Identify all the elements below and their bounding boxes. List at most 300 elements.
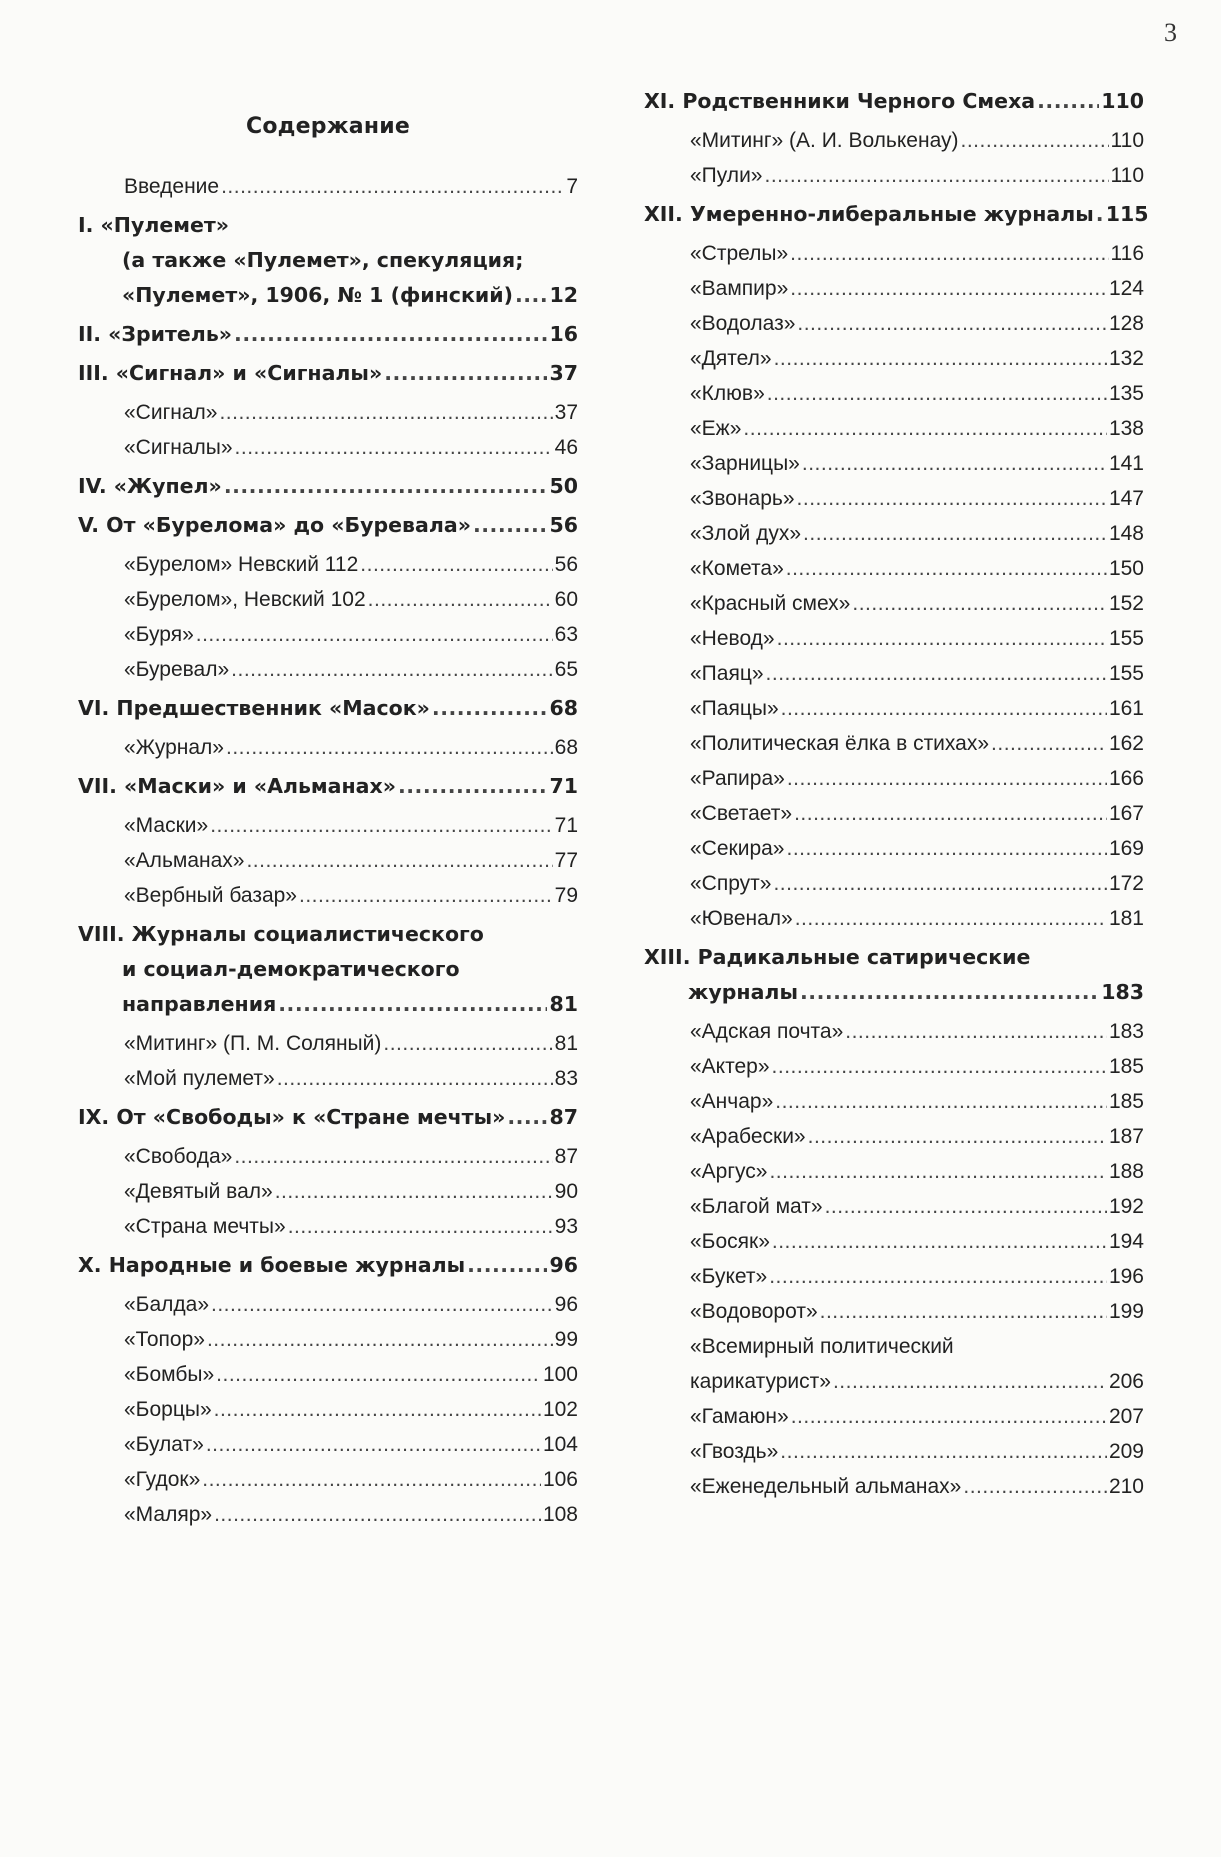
toc-entry-title-line: XIII. Радикальные сатирические — [644, 945, 1031, 969]
toc-entry-sub[interactable] — [644, 376, 1144, 411]
toc-entry-page: 56 — [554, 553, 578, 576]
toc-leader-dots — [210, 808, 552, 843]
toc-leader-dots — [234, 1139, 552, 1174]
toc-entry-title: «Бурелом», Невский 102 — [124, 588, 366, 611]
toc-entry-sub[interactable] — [644, 726, 1144, 761]
toc-entry-page: 124 — [1108, 277, 1144, 300]
toc-entry-chapter-multi[interactable] — [644, 940, 1144, 1010]
toc-entry-title-line: (а также «Пулемет», спекуляция; — [122, 248, 524, 272]
toc-entry-page: 106 — [542, 1468, 578, 1491]
toc-entry-title: «Маляр» — [124, 1503, 213, 1526]
toc-leader-dots — [196, 617, 553, 652]
toc-leader-dots — [791, 1399, 1107, 1434]
toc-entry-sub[interactable] — [78, 1322, 578, 1357]
toc-entry-sub[interactable] — [78, 1462, 578, 1497]
toc-entry-page: 116 — [1110, 242, 1144, 265]
toc-entry-page: 50 — [549, 474, 578, 498]
toc-entry-title: «Буря» — [124, 623, 194, 646]
toc-entry-page: 199 — [1108, 1300, 1144, 1323]
toc-entry-page: 183 — [1101, 980, 1144, 1004]
toc-entry-title: «Балда» — [124, 1293, 210, 1316]
toc-entry-sub[interactable] — [78, 1061, 578, 1096]
toc-entry-chapter[interactable] — [78, 691, 578, 726]
toc-entry-chapter[interactable] — [78, 356, 578, 391]
toc-leader-dots — [221, 169, 564, 204]
toc-leader-dots — [206, 1427, 541, 1462]
toc-entry-chapter-multi[interactable] — [78, 917, 578, 1022]
toc-entry-title: «Арабески» — [690, 1125, 806, 1148]
toc-entry-chapter[interactable] — [78, 508, 578, 543]
toc-entry-sub[interactable] — [644, 1119, 1144, 1154]
toc-entry-title: «Водоворот» — [690, 1300, 818, 1323]
toc-entry-sub[interactable] — [644, 551, 1144, 586]
toc-entry-title: «Босяк» — [690, 1230, 770, 1253]
toc-entry-sub[interactable] — [644, 158, 1144, 193]
toc-entry-page: 37 — [549, 361, 578, 385]
toc-entry-page: 102 — [542, 1398, 578, 1421]
toc-entry-page: 56 — [549, 513, 578, 537]
toc-entry-page: 46 — [554, 436, 578, 459]
toc-entry-sub[interactable] — [644, 1469, 1144, 1504]
toc-entry-sub[interactable] — [644, 481, 1144, 516]
toc-entry-sub[interactable] — [644, 1084, 1144, 1119]
toc-leader-dots — [773, 866, 1106, 901]
toc-entry-title: «Красный смех» — [690, 592, 851, 615]
toc-entry-intro[interactable] — [78, 169, 578, 204]
toc-entry-title: III. «Сигнал» и «Сигналы» — [78, 361, 383, 385]
toc-right-list — [644, 84, 1149, 1504]
toc-entry-sub[interactable] — [644, 866, 1144, 901]
toc-leader-dots — [820, 1294, 1107, 1329]
toc-entry-title: «Еж» — [690, 417, 742, 440]
toc-entry-page: 138 — [1108, 417, 1144, 440]
toc-entry-title: «Пули» — [690, 164, 763, 187]
toc-leader-dots — [299, 878, 553, 913]
toc-entry-page: 81 — [549, 992, 578, 1016]
toc-entry-page: 187 — [1108, 1125, 1144, 1148]
toc-entry-title: «Светает» — [690, 802, 793, 825]
toc-leader-dots — [963, 1469, 1107, 1504]
toc-entry-page: 7 — [566, 175, 578, 198]
toc-entry-title: «Маски» — [124, 814, 209, 837]
toc-entry-title: «Водолаз» — [690, 312, 796, 335]
toc-entry-last-line — [78, 987, 578, 1022]
toc-entry-title-line: VIII. Журналы социалистического — [78, 922, 484, 946]
toc-entry-page: 104 — [542, 1433, 578, 1456]
toc-entry-title: «Бомбы» — [124, 1363, 215, 1386]
toc-leader-dots — [1037, 84, 1099, 119]
toc-entry-title: «Вампир» — [690, 277, 789, 300]
toc-leader-dots — [775, 1084, 1107, 1119]
toc-leader-dots — [786, 551, 1107, 586]
toc-entry-page: 79 — [554, 884, 578, 907]
toc-leader-dots — [774, 341, 1107, 376]
toc-entry-sub[interactable] — [78, 1174, 578, 1209]
toc-leader-dots — [383, 1026, 552, 1061]
toc-entry-title: «Рапира» — [690, 767, 785, 790]
toc-entry-page: 166 — [1108, 767, 1144, 790]
toc-entry-page: 87 — [549, 1105, 578, 1129]
toc-entry-page: 16 — [549, 322, 578, 346]
toc-entry-sub[interactable] — [644, 761, 1144, 796]
toc-leader-dots — [743, 411, 1107, 446]
toc-entry-page: 77 — [554, 849, 578, 872]
toc-entry-sub[interactable] — [78, 1497, 578, 1532]
toc-entry-sub[interactable] — [644, 796, 1144, 831]
toc-entry-sub[interactable] — [644, 271, 1144, 306]
toc-entry-sub[interactable] — [644, 1189, 1144, 1224]
toc-entry-page: 181 — [1108, 907, 1144, 930]
toc-entry-title: «Митинг» (П. М. Соляный) — [124, 1032, 382, 1055]
toc-entry-page: 96 — [554, 1293, 578, 1316]
toc-entry-page: 147 — [1108, 487, 1144, 510]
toc-entry-page: 169 — [1108, 837, 1144, 860]
toc-leader-dots — [368, 582, 553, 617]
toc-leader-dots — [769, 1259, 1107, 1294]
toc-leader-dots — [214, 1392, 541, 1427]
toc-entry-sub[interactable] — [644, 1399, 1144, 1434]
toc-leader-dots — [991, 726, 1107, 761]
toc-entry-sub[interactable] — [78, 1392, 578, 1427]
toc-entry-title: «Зарницы» — [690, 452, 800, 475]
page-number: 3 — [1164, 18, 1177, 47]
toc-leader-dots — [515, 278, 547, 313]
toc-leader-dots — [769, 1154, 1106, 1189]
toc-entry-title: II. «Зритель» — [78, 322, 233, 346]
toc-entry-title: «Комета» — [690, 557, 784, 580]
toc-entry-title: «Букет» — [690, 1265, 768, 1288]
toc-leader-dots — [790, 236, 1108, 271]
toc-entry-title: «Аргус» — [690, 1160, 768, 1183]
toc-entry-title: «Стрелы» — [690, 242, 789, 265]
toc-leader-dots — [802, 446, 1107, 481]
toc-entry-sub[interactable] — [644, 586, 1144, 621]
toc-leader-dots — [766, 656, 1107, 691]
toc-entry-title: «Гвоздь» — [690, 1440, 779, 1463]
toc-entry-sub[interactable] — [78, 617, 578, 652]
toc-entry-sub[interactable] — [78, 1209, 578, 1244]
toc-entry-sub-multi[interactable] — [644, 1329, 1144, 1399]
toc-leader-dots — [845, 1014, 1107, 1049]
toc-leader-dots — [360, 547, 552, 582]
toc-leader-dots — [833, 1364, 1107, 1399]
toc-entry-page: 188 — [1108, 1160, 1144, 1183]
toc-entry-sub[interactable] — [644, 831, 1144, 866]
toc-leader-dots — [384, 356, 547, 391]
toc-leader-dots — [797, 306, 1107, 341]
toc-leader-dots — [275, 1174, 553, 1209]
toc-leader-dots — [800, 975, 1099, 1010]
toc-leader-dots — [219, 395, 552, 430]
toc-entry-title: XI. Родственники Черного Смеха — [644, 89, 1036, 113]
toc-entry-page: 207 — [1108, 1405, 1144, 1428]
toc-entry-page: 206 — [1108, 1370, 1144, 1393]
toc-entry-title: «Политическая ёлка в стихах» — [690, 732, 990, 755]
toc-leader-dots — [780, 1434, 1107, 1469]
toc-entry-page: 192 — [1108, 1195, 1144, 1218]
toc-entry-sub[interactable] — [644, 1224, 1144, 1259]
toc-leader-dots — [202, 1462, 541, 1497]
toc-entry-last-line — [644, 975, 1144, 1010]
toc-entry-sub[interactable] — [644, 1434, 1144, 1469]
toc-leader-dots — [216, 1357, 541, 1392]
toc-leader-dots — [852, 586, 1107, 621]
toc-right-column — [644, 80, 1149, 1504]
toc-leader-dots — [795, 901, 1107, 936]
toc-entry-title: «Борцы» — [124, 1398, 212, 1421]
toc-leader-dots — [231, 652, 552, 687]
toc-entry-page: 152 — [1108, 592, 1144, 615]
toc-leader-dots — [786, 831, 1106, 866]
toc-entry-page: 161 — [1108, 697, 1144, 720]
toc-entry-page: 37 — [554, 401, 578, 424]
toc-entry-page: 71 — [554, 814, 578, 837]
toc-entry-page: 210 — [1108, 1475, 1144, 1498]
toc-entry-page: 60 — [554, 588, 578, 611]
toc-entry-title: «Анчар» — [690, 1090, 774, 1113]
toc-entry-page: 115 — [1105, 202, 1149, 226]
toc-entry-page: 81 — [554, 1032, 578, 1055]
toc-entry-sub[interactable] — [644, 656, 1144, 691]
toc-entry-chapter[interactable] — [78, 769, 578, 804]
toc-left-list — [78, 169, 578, 1532]
toc-leader-dots — [467, 1248, 547, 1283]
toc-entry-sub[interactable] — [78, 547, 578, 582]
toc-entry-sub[interactable] — [78, 652, 578, 687]
toc-leader-dots — [803, 516, 1107, 551]
toc-entry-page: 99 — [554, 1328, 578, 1351]
toc-leader-dots — [211, 1287, 553, 1322]
toc-entry-page: 162 — [1108, 732, 1144, 755]
toc-entry-title-line: журналы — [688, 980, 798, 1004]
toc-entry-title: «Благой мат» — [690, 1195, 823, 1218]
toc-entry-sub[interactable] — [78, 808, 578, 843]
toc-entry-title: «Девятый вал» — [124, 1180, 273, 1203]
toc-leader-dots — [226, 730, 553, 765]
toc-entry-page: 155 — [1108, 627, 1144, 650]
toc-entry-title: «Сигнал» — [124, 401, 218, 424]
toc-entry-page: 196 — [1108, 1265, 1144, 1288]
toc-leader-dots — [767, 376, 1107, 411]
toc-title: Содержание — [246, 114, 410, 139]
toc-entry-chapter[interactable] — [78, 317, 578, 352]
toc-leader-dots — [507, 1100, 547, 1135]
toc-entry-chapter[interactable] — [78, 469, 578, 504]
toc-entry-title-line: I. «Пулемет» — [78, 213, 230, 237]
toc-leader-dots — [781, 691, 1107, 726]
toc-entry-chapter[interactable] — [78, 1100, 578, 1135]
toc-entry-sub[interactable] — [78, 1139, 578, 1174]
toc-entry-page: 150 — [1108, 557, 1144, 580]
toc-entry-sub[interactable] — [644, 516, 1144, 551]
toc-entry-title: «Гамаюн» — [690, 1405, 789, 1428]
toc-entry-page: 155 — [1108, 662, 1144, 685]
toc-entry-sub[interactable] — [644, 236, 1144, 271]
toc-entry-title: «Журнал» — [124, 736, 224, 759]
toc-entry-page: 68 — [549, 696, 578, 720]
toc-entry-title: «Невод» — [690, 627, 775, 650]
toc-entry-title: «Буревал» — [124, 658, 230, 681]
toc-entry-last-line — [690, 1364, 1144, 1399]
toc-leader-dots — [1096, 197, 1104, 232]
toc-entry-sub[interactable] — [78, 395, 578, 430]
toc-leader-dots — [246, 843, 552, 878]
toc-entry-title: «Дятел» — [690, 347, 772, 370]
toc-entry-title: IX. От «Свободы» к «Стране мечты» — [78, 1105, 506, 1129]
toc-leader-dots — [277, 1061, 553, 1096]
toc-leader-dots — [825, 1189, 1107, 1224]
toc-leader-dots — [473, 508, 548, 543]
toc-entry-page: 71 — [549, 774, 578, 798]
toc-entry-title: «Мой пулемет» — [124, 1067, 275, 1090]
toc-entry-title-line: направления — [122, 992, 277, 1016]
toc-entry-title: VII. «Маски» и «Альманах» — [78, 774, 396, 798]
toc-entry-chapter[interactable] — [78, 1248, 578, 1283]
toc-entry-title: «Альманах» — [124, 849, 245, 872]
toc-leader-dots — [772, 1224, 1107, 1259]
toc-entry-sub[interactable] — [78, 730, 578, 765]
toc-entry-title: Введение — [124, 175, 220, 198]
toc-entry-page: 128 — [1108, 312, 1144, 335]
toc-entry-title: «Клюв» — [690, 382, 765, 405]
toc-leader-dots — [398, 769, 547, 804]
toc-leader-dots — [777, 621, 1107, 656]
toc-entry-sub[interactable] — [644, 691, 1144, 726]
toc-entry-chapter[interactable] — [644, 197, 1149, 232]
toc-entry-sub[interactable] — [644, 446, 1144, 481]
toc-entry-title: «Еженедельный альманах» — [690, 1475, 962, 1498]
toc-entry-page: 172 — [1108, 872, 1144, 895]
toc-entry-page: 90 — [554, 1180, 578, 1203]
toc-entry-sub[interactable] — [644, 621, 1144, 656]
toc-entry-title: «Ювенал» — [690, 907, 793, 930]
toc-entry-page: 108 — [542, 1503, 578, 1526]
toc-entry-title: «Булат» — [124, 1433, 204, 1456]
toc-entry-title-line: «Всемирный политический — [690, 1335, 954, 1358]
toc-leader-dots — [224, 469, 548, 504]
toc-entry-sub[interactable] — [78, 1427, 578, 1462]
toc-entry-last-line — [78, 278, 578, 313]
toc-leader-dots — [772, 1049, 1107, 1084]
toc-entry-title-line: «Пулемет», 1906, № 1 (финский) — [122, 283, 513, 307]
toc-entry-title: «Паяц» — [690, 662, 764, 685]
toc-entry-page: 63 — [554, 623, 578, 646]
toc-entry-title: VI. Предшественник «Масок» — [78, 696, 430, 720]
toc-entry-title: «Спрут» — [690, 872, 772, 895]
toc-entry-sub[interactable] — [78, 430, 578, 465]
toc-entry-sub[interactable] — [78, 1287, 578, 1322]
toc-entry-title: «Злой дух» — [690, 522, 802, 545]
toc-entry-sub[interactable] — [644, 1154, 1144, 1189]
toc-entry-page: 167 — [1108, 802, 1144, 825]
toc-entry-page: 148 — [1108, 522, 1144, 545]
toc-entry-title: «Бурелом» Невский 112 — [124, 553, 359, 576]
toc-entry-title: X. Народные и боевые журналы — [78, 1253, 466, 1277]
toc-entry-title-line: и социал-демократического — [122, 957, 460, 981]
toc-entry-title: «Звонарь» — [690, 487, 795, 510]
toc-entry-chapter[interactable] — [644, 84, 1144, 119]
toc-leader-dots — [787, 761, 1107, 796]
toc-entry-page: 68 — [554, 736, 578, 759]
toc-leader-dots — [432, 691, 548, 726]
toc-entry-sub[interactable] — [644, 1014, 1144, 1049]
toc-entry-sub[interactable] — [78, 1357, 578, 1392]
toc-entry-title: IV. «Жупел» — [78, 474, 222, 498]
toc-entry-page: 110 — [1101, 89, 1144, 113]
toc-leader-dots — [764, 158, 1108, 193]
toc-entry-title-line: карикатурист» — [690, 1370, 831, 1393]
toc-entry-page: 135 — [1108, 382, 1144, 405]
toc-leader-dots — [278, 987, 547, 1022]
toc-entry-page: 12 — [549, 283, 578, 307]
toc-entry-title: «Страна мечты» — [124, 1215, 286, 1238]
toc-entry-sub[interactable] — [644, 411, 1144, 446]
toc-leader-dots — [790, 271, 1107, 306]
toc-entry-page: 83 — [554, 1067, 578, 1090]
toc-entry-sub[interactable] — [78, 582, 578, 617]
toc-entry-title: «Свобода» — [124, 1145, 233, 1168]
toc-entry-title: «Гудок» — [124, 1468, 201, 1491]
toc-entry-page: 185 — [1108, 1090, 1144, 1113]
toc-entry-page: 132 — [1108, 347, 1144, 370]
toc-entry-sub[interactable] — [78, 878, 578, 913]
toc-entry-title: «Топор» — [124, 1328, 205, 1351]
toc-entry-page: 100 — [542, 1363, 578, 1386]
toc-entry-title: V. От «Бурелома» до «Буревала» — [78, 513, 471, 537]
toc-entry-sub[interactable] — [644, 1259, 1144, 1294]
toc-entry-sub[interactable] — [644, 1049, 1144, 1084]
toc-leader-dots — [235, 430, 553, 465]
toc-entry-sub[interactable] — [78, 843, 578, 878]
toc-entry-title: «Секира» — [690, 837, 785, 860]
toc-entry-title: «Актер» — [690, 1055, 770, 1078]
toc-entry-page: 65 — [554, 658, 578, 681]
toc-leader-dots — [808, 1119, 1107, 1154]
toc-entry-page: 185 — [1108, 1055, 1144, 1078]
toc-entry-page: 141 — [1108, 452, 1144, 475]
toc-entry-sub[interactable] — [644, 901, 1144, 936]
toc-entry-sub[interactable] — [644, 341, 1144, 376]
toc-leader-dots — [797, 481, 1107, 516]
toc-leader-dots — [961, 123, 1109, 158]
toc-entry-title: XII. Умеренно-либеральные журналы — [644, 202, 1094, 226]
toc-leader-dots — [234, 317, 547, 352]
toc-entry-page: 93 — [554, 1215, 578, 1238]
toc-entry-page: 96 — [549, 1253, 578, 1277]
toc-entry-page: 87 — [554, 1145, 578, 1168]
toc-entry-sub[interactable] — [644, 1294, 1144, 1329]
toc-entry-chapter-multi[interactable] — [78, 208, 578, 313]
toc-entry-sub[interactable] — [644, 123, 1144, 158]
toc-leader-dots — [794, 796, 1107, 831]
toc-leader-dots — [207, 1322, 553, 1357]
toc-left-column — [78, 100, 578, 1532]
toc-entry-page: 183 — [1108, 1020, 1144, 1043]
toc-entry-page: 110 — [1110, 164, 1144, 187]
toc-leader-dots — [214, 1497, 541, 1532]
toc-entry-title: «Адская почта» — [690, 1020, 844, 1043]
toc-entry-sub[interactable] — [78, 1026, 578, 1061]
toc-entry-title: «Митинг» (А. И. Волькенау) — [690, 129, 959, 152]
toc-leader-dots — [288, 1209, 553, 1244]
toc-entry-page: 110 — [1110, 129, 1144, 152]
toc-entry-sub[interactable] — [644, 306, 1144, 341]
toc-entry-title: «Паяцы» — [690, 697, 779, 720]
toc-entry-page: 209 — [1108, 1440, 1144, 1463]
toc-entry-title: «Сигналы» — [124, 436, 233, 459]
toc-entry-title: «Вербный базар» — [124, 884, 297, 907]
toc-entry-page: 194 — [1108, 1230, 1144, 1253]
